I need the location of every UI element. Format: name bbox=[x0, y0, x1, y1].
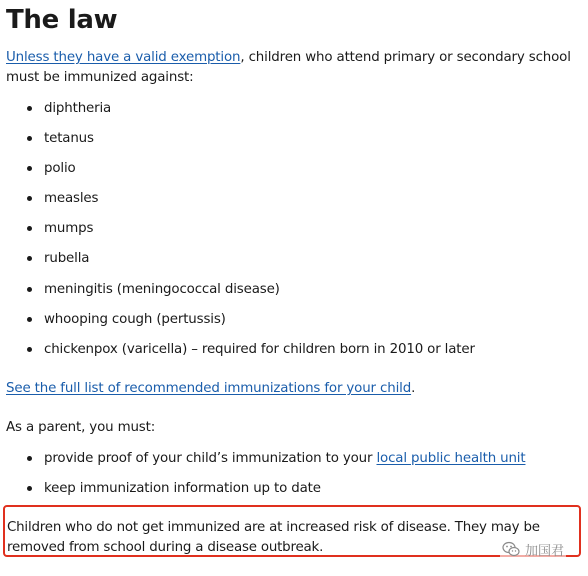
list-item: whooping cough (pertussis) bbox=[6, 310, 580, 340]
bullet-icon bbox=[27, 226, 32, 231]
public-health-unit-link[interactable]: local public health unit bbox=[376, 451, 526, 466]
page-title: The law bbox=[6, 5, 118, 35]
list-item: meningitis (meningococcal disease) bbox=[6, 280, 580, 310]
list-item: chickenpox (varicella) – required for children born in 2010 or later bbox=[6, 340, 580, 370]
callout-box: Children who do not get immunized are at increased risk of disease. They may be removed from school during a disease outbreak. bbox=[3, 505, 581, 557]
bullet-icon bbox=[27, 287, 32, 292]
watermark bbox=[500, 538, 566, 560]
intro-text: , children who attend primary or secondary school must be immunized against: bbox=[6, 50, 571, 85]
list-item: tetanus bbox=[6, 129, 580, 159]
bullet-icon bbox=[27, 196, 32, 201]
intro-paragraph bbox=[6, 48, 580, 88]
bullet-icon bbox=[27, 166, 32, 171]
exemption-link[interactable]: Unless they have a valid exemption bbox=[6, 50, 241, 65]
wechat-icon bbox=[502, 541, 520, 557]
list-item: mumps bbox=[6, 219, 580, 249]
list-item: rubella bbox=[6, 249, 580, 279]
bullet-icon bbox=[27, 136, 32, 141]
bullet-icon bbox=[27, 347, 32, 352]
bullet-icon bbox=[27, 486, 32, 491]
list-item: polio bbox=[6, 159, 580, 189]
disease-list bbox=[6, 99, 580, 370]
bullet-icon bbox=[27, 106, 32, 111]
bullet-icon bbox=[27, 317, 32, 322]
parent-intro: As a parent, you must: bbox=[6, 420, 156, 435]
bullet-icon bbox=[27, 456, 32, 461]
list-item: keep immunization information up to date bbox=[6, 479, 580, 509]
list-item: measles bbox=[6, 189, 580, 219]
list-item: provide proof of your child’s immunization to your local public health unit bbox=[6, 449, 580, 479]
list-item: diphtheria bbox=[6, 99, 580, 129]
watermark-text: 加国君 bbox=[525, 543, 565, 559]
see-all-paragraph: See the full list of recommended immunizations for your child. bbox=[6, 381, 416, 396]
bullet-icon bbox=[27, 256, 32, 261]
recommended-immunizations-link[interactable]: See the full list of recommended immunizations for your child bbox=[6, 381, 412, 396]
parent-duties-list bbox=[6, 449, 580, 509]
